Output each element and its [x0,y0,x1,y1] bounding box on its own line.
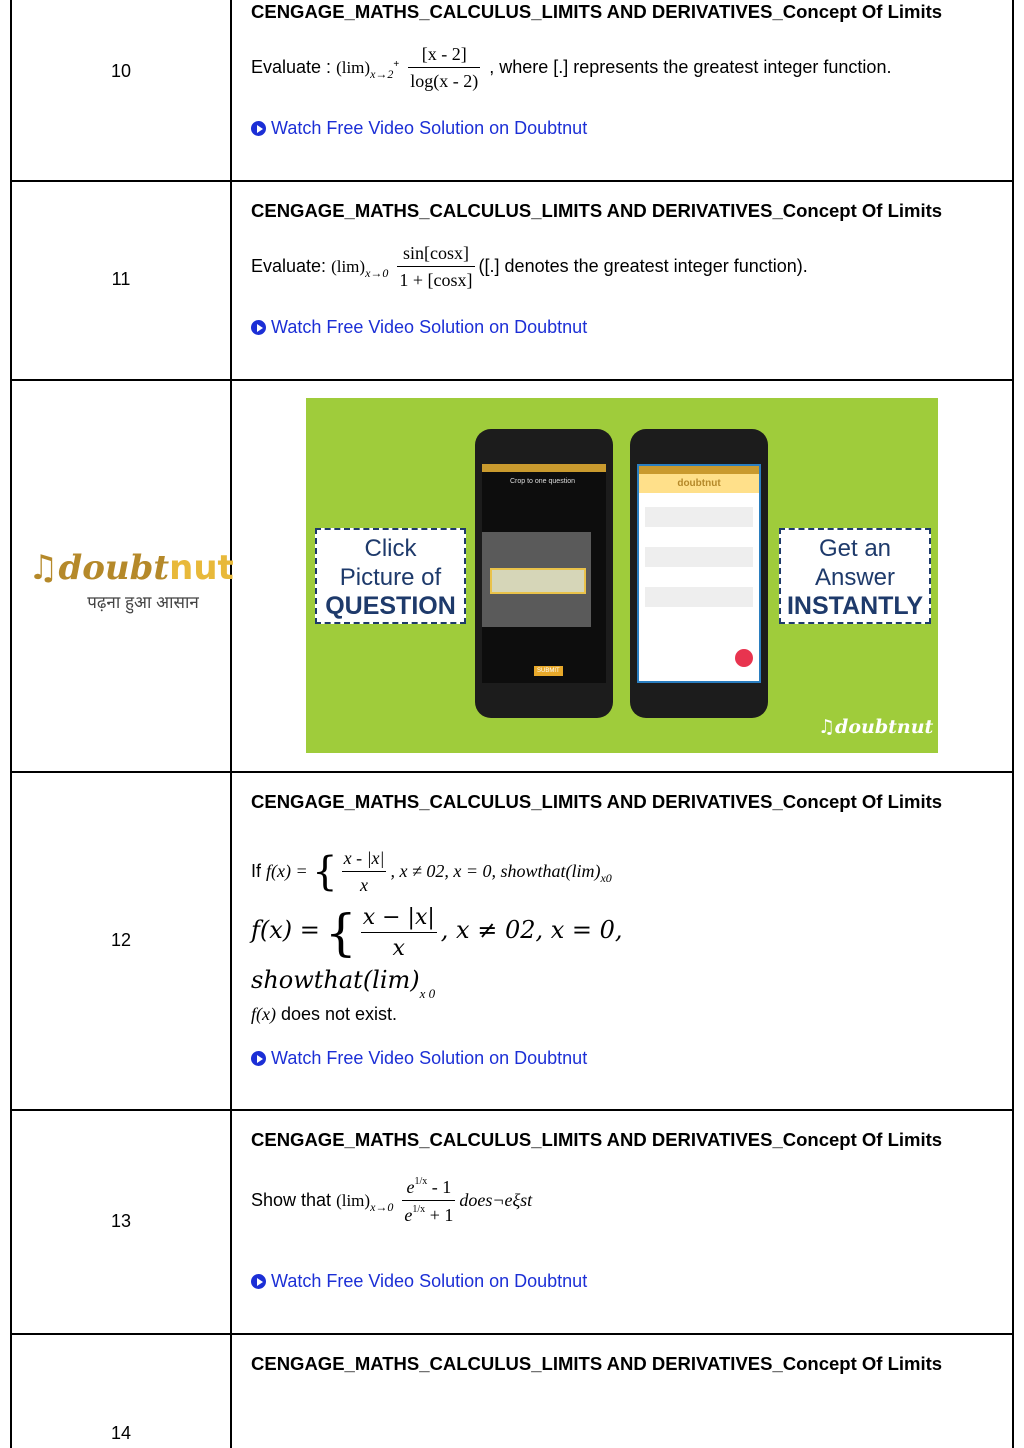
phone-mockup-camera: Crop to one question SUBMIT [475,429,613,718]
question-title: CENGAGE_MATHS_CALCULUS_LIMITS AND DERIVATIVES_Concept Of Limits [251,791,943,812]
fraction: $\frac{[x - 2]}{\log(x - 2)}$ [410,44,479,91]
fraction: $\frac{\sin[\cos x]}{1 + [\cos x]}$ [399,243,473,290]
question-number: 11 [111,269,131,289]
question-text: f(x) does not exist. [251,1004,398,1024]
watch-video-link[interactable]: Watch Free Video Solution on Doubtnut [251,1048,587,1069]
submit-button: SUBMIT [534,666,563,676]
question-display-math: $showthat(\lim)_{x 0}$ [251,966,436,1001]
question-title: CENGAGE_MATHS_CALCULUS_LIMITS AND DERIVATIVES_Concept Of Limits [251,200,943,221]
question-text: If f(x) = { $\frac{x - |x|}{x}$ , x ≠ 02, x = 0, $showthat(\lim)_{x0}$ [251,848,612,895]
table-column-divider [230,0,232,1448]
question-number: 10 [110,61,132,81]
question-title: CENGAGE_MATHS_CALCULUS_LIMITS AND DERIVATIVES_Concept Of Limits [251,1129,943,1150]
note-icon: ♫ [818,716,836,738]
fraction: $\frac{x - |x|}{x}$ [362,905,435,961]
right-callout: Get an Answer INSTANTLY [779,528,931,624]
play-icon [251,1051,266,1066]
fraction: $\frac{e^{1/x} - 1}{e^{1/x} + 1}$ [404,1176,454,1225]
question-number: 13 [110,1211,132,1231]
question-number: 14 [110,1423,132,1443]
watch-video-link[interactable]: Watch Free Video Solution on Doubtnut [251,317,587,338]
row-divider [10,1333,1014,1335]
play-icon [251,1274,266,1289]
watch-video-link[interactable]: Watch Free Video Solution on Doubtnut [251,118,587,139]
play-icon [251,320,266,335]
fraction: $\frac{x - |x|}{x}$ [343,848,385,895]
note-icon: ♫ [28,548,59,588]
logo-tagline: पढ़ना हुआ आसान [87,593,199,612]
question-text: Show that $(\lim)_{x\to 0}$ $\frac{e^{1/x} - 1}{e^{1/x} + 1}$ does¬eξst [251,1176,533,1225]
row-divider [10,180,1014,182]
table-right-border [1012,0,1014,1448]
watch-video-link[interactable]: Watch Free Video Solution on Doubtnut [251,1271,587,1292]
doubtnut-logo: ♫doubtnut पढ़ना हुआ आसान [28,548,234,612]
question-number: 12 [110,930,132,950]
phone-mockup-answer: doubtnut [630,429,768,718]
row-divider [10,379,1014,381]
row-divider [10,1109,1014,1111]
question-title: CENGAGE_MATHS_CALCULUS_LIMITS AND DERIVATIVES_Concept Of Limits [251,1353,943,1374]
row-divider [10,771,1014,773]
banner-brand-mark: ♫doubtnut [818,716,934,738]
question-display-math: f(x) = { $\frac{x - |x|}{x}$ , x ≠ 02, x = 0, [251,904,623,962]
play-icon [251,121,266,136]
app-promo-banner[interactable] [306,398,938,753]
question-title: CENGAGE_MATHS_CALCULUS_LIMITS AND DERIVATIVES_Concept Of Limits [251,1,943,22]
question-text: Evaluate: $(\lim)_{x\to 0}$ $\frac{\sin[\cos x]}{1 + [\cos x]}$ ([.] denotes the greatest integer function). [251,243,808,290]
left-callout: Click Picture of QUESTION [315,528,466,624]
question-text: Evaluate : $(\lim)_{x\to 2}^+$ $\frac{[x - 2]}{\log(x - 2)}$ , where [.] represents the greatest integer function. [251,44,892,91]
